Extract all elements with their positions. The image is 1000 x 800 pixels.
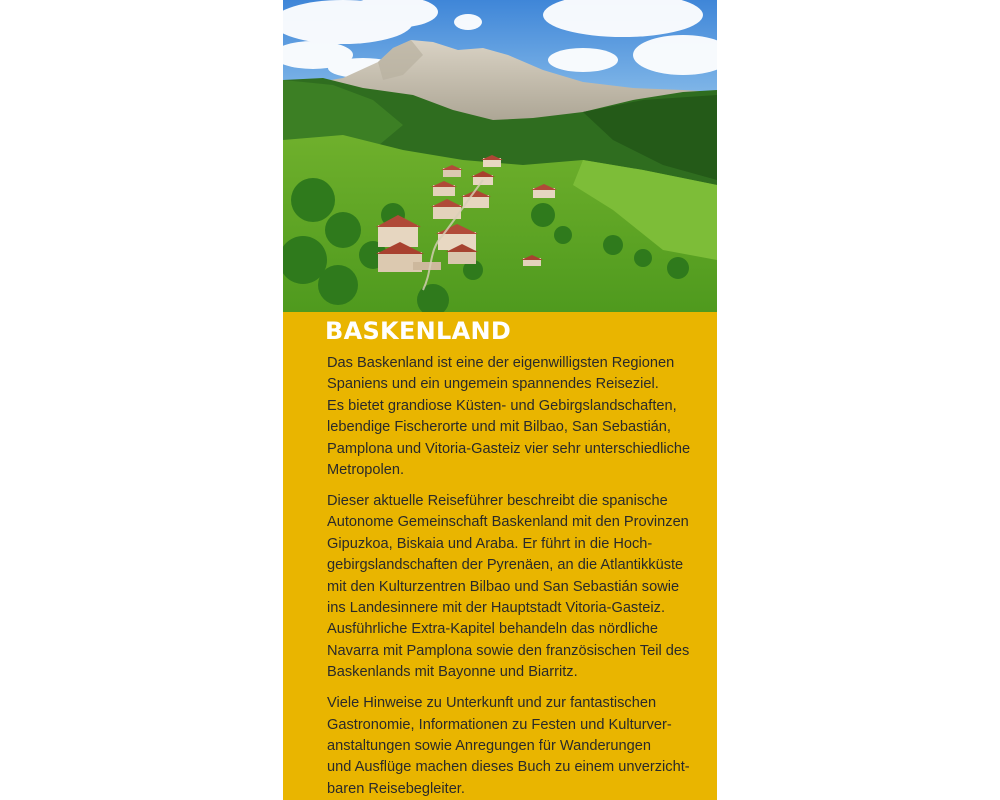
description-line: lebendige Fischerorte und mit Bilbao, San Sebastián, (327, 419, 671, 436)
description-line: gebirgslandschaften der Pyrenäen, an die Atlantikküste (327, 557, 684, 574)
description-paragraph (327, 693, 711, 800)
book-back-cover (283, 0, 717, 800)
description-line: mit den Kulturzentren Bilbao und San Sebastián sowie (327, 578, 680, 595)
description-line: Das Baskenland ist eine der eigenwilligsten Regionen (327, 355, 675, 371)
description-line: Metropolen. (327, 462, 405, 479)
description-text (327, 353, 711, 800)
cover-photo-mountain-village (283, 0, 717, 312)
description-line: Autonome Gemeinschaft Baskenland mit den Provinzen (327, 514, 689, 531)
description-line: und Ausflüge machen dieses Buch zu einem unverzicht- (327, 759, 690, 776)
description-line: ins Landesinnere mit der Hauptstadt Vitoria-Gasteiz. (327, 599, 665, 616)
description-line: Baskenlands mit Bayonne und Biarritz. (327, 664, 578, 681)
description-line: Spaniens und ein ungemein spannendes Reiseziel. (327, 376, 659, 393)
description-line: Dieser aktuelle Reiseführer beschreibt die spanische (327, 492, 668, 509)
text-panel (283, 312, 717, 800)
description-line: Navarra mit Pamplona sowie den französischen Teil des (327, 642, 690, 659)
description-line: baren Reisebegleiter. (327, 780, 465, 797)
cover-title: BASKENLAND (325, 317, 512, 345)
description-line: anstaltungen sowie Anregungen für Wanderungen (327, 737, 651, 754)
description-line: Ausführliche Extra-Kapitel behandeln das nördliche (327, 621, 658, 638)
description-line: Es bietet grandiose Küsten- und Gebirgslandschaften, (327, 397, 677, 414)
description-line: Viele Hinweise zu Unterkunft und zur fantastischen (327, 695, 657, 712)
description-paragraph (327, 491, 711, 684)
description-line: Gastronomie, Informationen zu Festen und Kulturver- (327, 716, 672, 733)
description-line: Pamplona und Vitoria-Gasteiz vier sehr unterschiedliche (327, 440, 691, 457)
description-paragraph (327, 353, 711, 481)
description-line: Gipuzkoa, Biskaia und Araba. Er führt in die Hoch- (327, 535, 653, 552)
